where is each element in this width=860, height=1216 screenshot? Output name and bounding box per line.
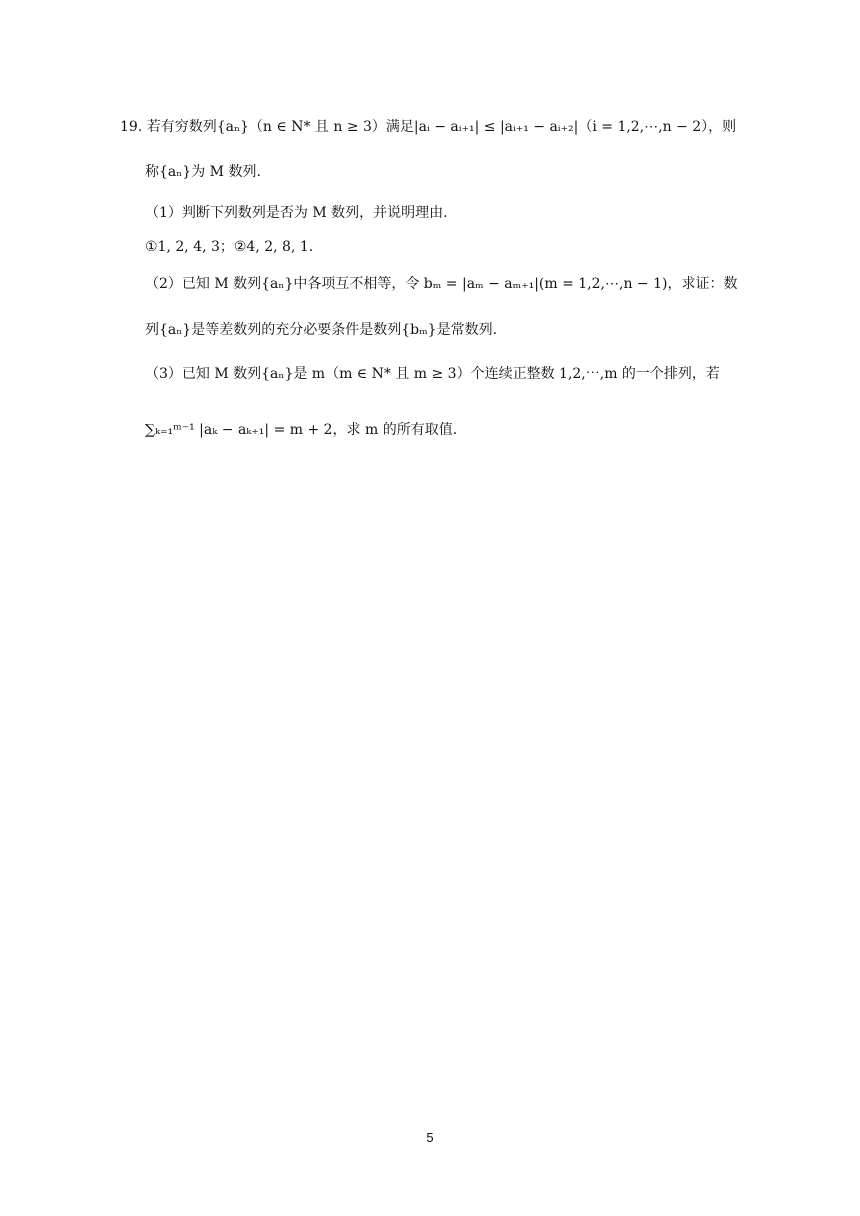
part-2-line-2: 列{aₙ}是等差数列的充分必要条件是数列{bₘ}是常数列. (145, 322, 498, 338)
part-1-question: （1）判断下列数列是否为 M 数列，并说明理由. (145, 205, 448, 221)
part-3-line-2: ∑ₖ₌₁ᵐ⁻¹ |aₖ − aₖ₊₁| = m + 2，求 m 的所有取值. (145, 422, 458, 438)
problem-intro-line-2: 称{aₙ}为 M 数列. (145, 164, 261, 180)
part-3-line-1: （3）已知 M 数列{aₙ}是 m（m ∈ N* 且 m ≥ 3）个连续正整数 1,2,⋯,m 的一个排列，若 (145, 366, 720, 382)
problem-intro-line-1: 19. 若有穷数列{aₙ}（n ∈ N* 且 n ≥ 3）满足|aᵢ − aᵢ₊₁| ≤ |aᵢ₊₁ − aᵢ₊₂|（i = 1,2,⋯,n − 2），则 (120, 119, 737, 135)
page-number: 5 (426, 1130, 434, 1145)
part-1-sequences: ①1, 2, 4, 3；②4, 2, 8, 1. (145, 239, 314, 255)
part-2-line-1: （2）已知 M 数列{aₙ}中各项互不相等，令 bₘ = |aₘ − aₘ₊₁|(m = 1,2,⋯,n − 1)，求证：数 (145, 276, 738, 292)
